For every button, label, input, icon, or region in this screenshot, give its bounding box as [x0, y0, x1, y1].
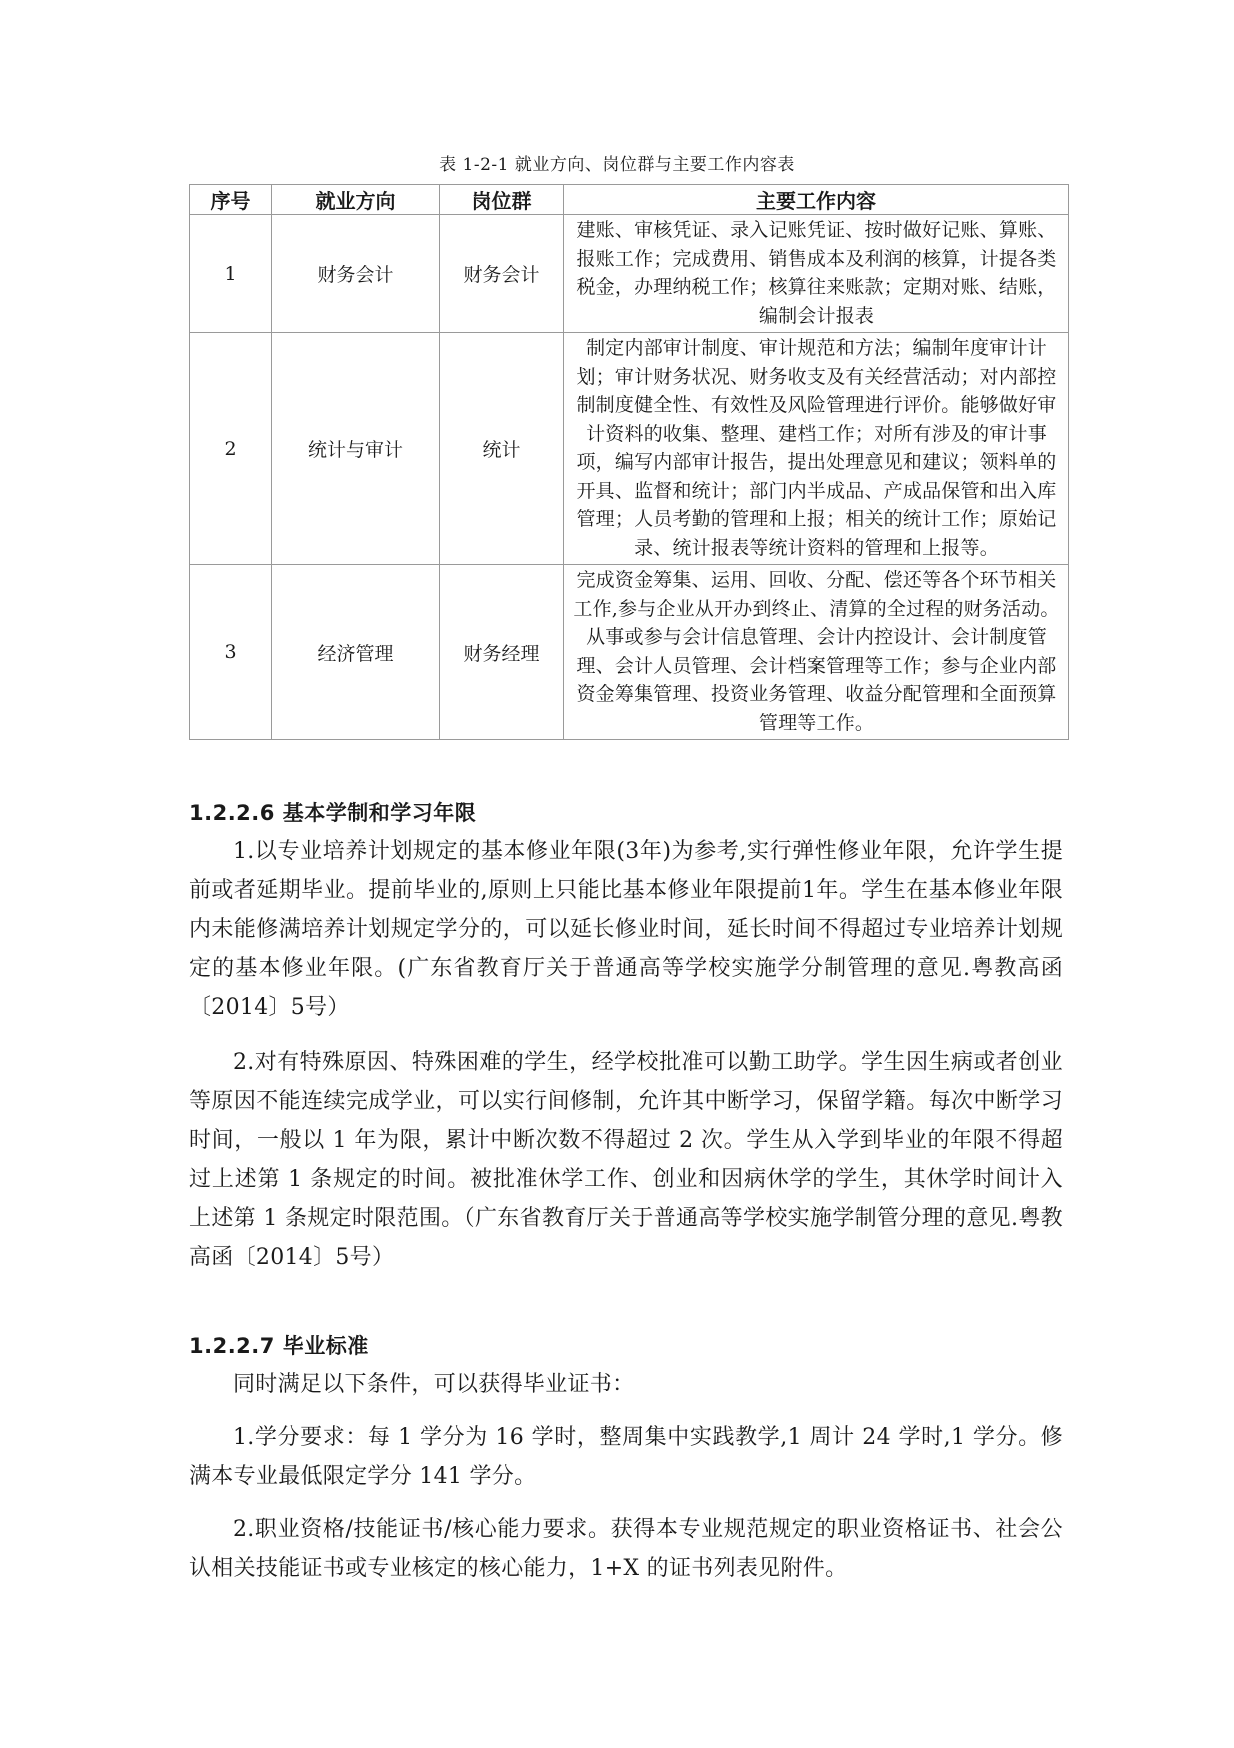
cell-number: 2 — [190, 333, 272, 565]
cell-work-content: 完成资金筹集、运用、回收、分配、偿还等各个环节相关工作,参与企业从开办到终止、清算的全过程的财务活动。从事或参与会计信息管理、会计内控设计、会计制度管理、会计人员管理、会计档案管理等工作；参与企业内部资金筹集管理、投资业务管理、收益分配管理和全面预算管理等工作。 — [564, 565, 1069, 740]
header-main-work: 主要工作内容 — [564, 185, 1069, 215]
paragraph-graduation-certificates: 2.职业资格/技能证书/核心能力要求。获得本专业规范规定的职业资格证书、社会公认相关技能证书或专业核定的核心能力，1+X 的证书列表见附件。 — [189, 1517, 1063, 1581]
cell-direction: 统计与审计 — [272, 333, 440, 565]
cell-position-group: 统计 — [440, 333, 564, 565]
table-caption: 表 1-2-1 就业方向、岗位群与主要工作内容表 — [439, 155, 795, 175]
paragraph-graduation-credits: 1.学分要求：每 1 学分为 16 学时，整周集中实践教学,1 周计 24 学时,1 学分。修满本专业最低限定学分 141 学分。 — [189, 1425, 1063, 1489]
cell-work-content: 建账、审核凭证、录入记账凭证、按时做好记账、算账、报账工作；完成费用、销售成本及利润的核算，计提各类税金，办理纳税工作；核算往来账款；定期对账、结账，编制会计报表 — [564, 215, 1069, 333]
paragraph-schooling-2: 2.对有特殊原因、特殊困难的学生，经学校批准可以勤工助学。学生因生病或者创业等原因不能连续完成学业，可以实行间修制，允许其中断学习，保留学籍。每次中断学习时间，一般以 1 年为限，累计中断次数不得超过 2 次。学生从入学到毕业的年限不得超过上述第 1 条规定的时间。被批准休学工作、创业和因病休学的学生，其休学时间计入上述第 1 条规定时限范围。（广东省教育厅关于普通高等学校实施学制管分理的意见.粤教高函〔2014〕5号） — [189, 1050, 1063, 1270]
cell-direction: 经济管理 — [272, 565, 440, 740]
paragraph-schooling-1: 1.以专业培养计划规定的基本修业年限(3年)为参考,实行弹性修业年限，允许学生提前或者延期毕业。提前毕业的,原则上只能比基本修业年限提前1年。学生在基本修业年限内未能修满培养计划规定学分的，可以延长修业时间，延长时间不得超过专业培养计划规定的基本修业年限。(广东省教育厅关于普通高等学校实施学分制管理的意见.粤教高函〔2014〕5号） — [189, 839, 1063, 1020]
table-row — [190, 333, 1069, 565]
header-direction: 就业方向 — [272, 185, 440, 215]
cell-position-group: 财务经理 — [440, 565, 564, 740]
table-header-row — [190, 185, 1069, 215]
cell-work-content: 制定内部审计制度、审计规范和方法；编制年度审计计划；审计财务状况、财务收支及有关经营活动；对内部控制制度健全性、有效性及风险管理进行评价。能够做好审计资料的收集、整理、建档工作；对所有涉及的审计事项，编写内部审计报告，提出处理意见和建议；领料单的开具、监督和统计；部门内半成品、产成品保管和出入库管理；人员考勤的管理和上报；相关的统计工作；原始记录、统计报表等统计资料的管理和上报等。 — [564, 333, 1069, 565]
table-row — [190, 565, 1069, 740]
header-position-group: 岗位群 — [440, 185, 564, 215]
employment-table — [189, 184, 1069, 740]
cell-direction: 财务会计 — [272, 215, 440, 333]
paragraph-graduation-intro: 同时满足以下条件，可以获得毕业证书： — [233, 1372, 635, 1397]
cell-number: 3 — [190, 565, 272, 740]
cell-position-group: 财务会计 — [440, 215, 564, 333]
header-number: 序号 — [190, 185, 272, 215]
section-heading-graduation: 1.2.2.7 毕业标准 — [189, 1334, 369, 1358]
section-heading-schooling: 1.2.2.6 基本学制和学习年限 — [189, 801, 477, 825]
cell-number: 1 — [190, 215, 272, 333]
table-row — [190, 215, 1069, 333]
